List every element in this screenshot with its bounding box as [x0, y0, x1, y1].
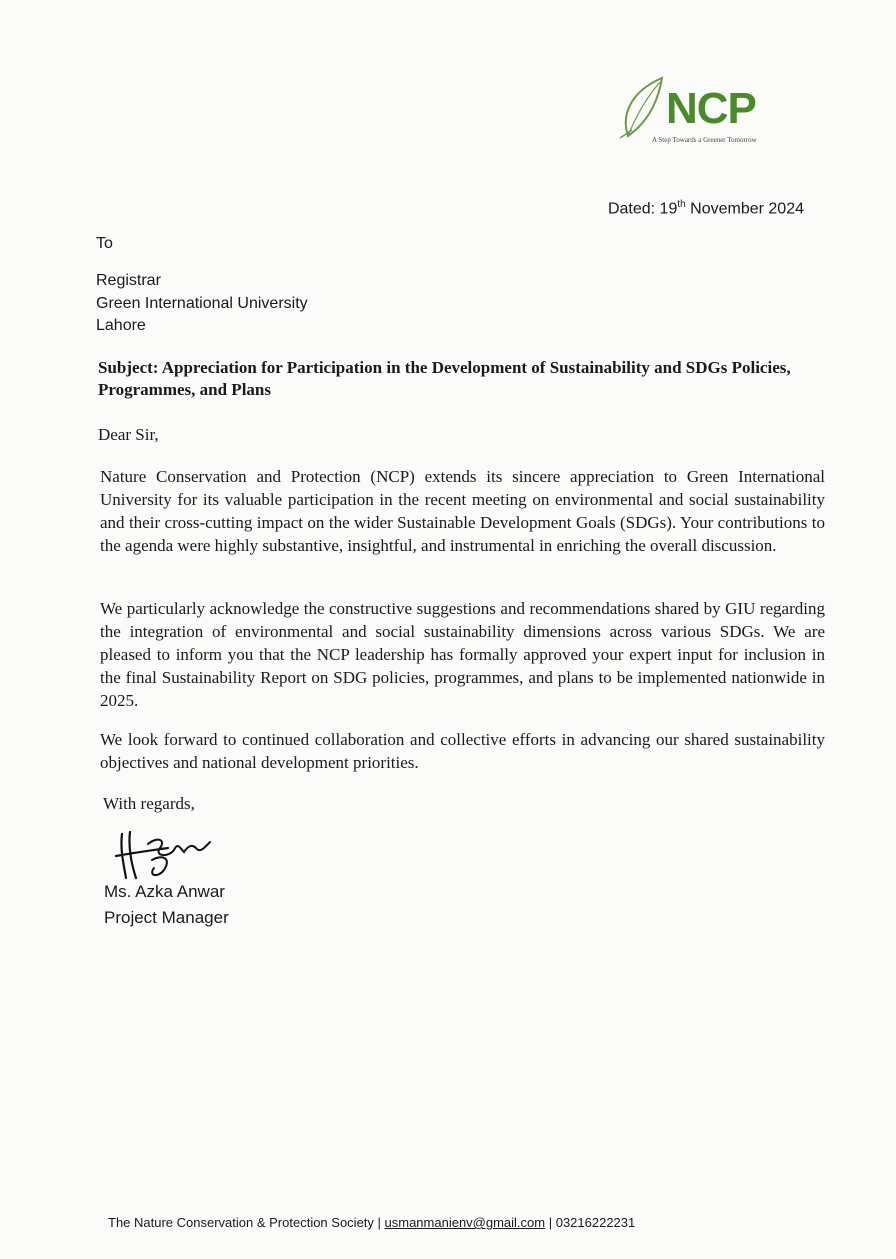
footer-email-link[interactable]: usmanmanienv@gmail.com: [384, 1215, 546, 1230]
footer: [108, 1215, 635, 1230]
letter-date: Dated: 19th November 2024: [607, 199, 804, 218]
to-label: To: [96, 235, 113, 252]
footer-organization: The Nature Conservation & Protection Society |: [108, 1215, 385, 1230]
subject-line: Subject: Appreciation for Participation in the Development of Sustainability and SDGs Policies, Programmes, and Plans: [98, 358, 791, 399]
ncp-logo: [612, 72, 802, 150]
closing: With regards,: [103, 794, 195, 813]
recipient-address: [96, 270, 308, 338]
body-paragraph-2: We particularly acknowledge the constructive suggestions and recommendations shared by GIU regarding the integration of environmental and social sustainability dimensions across various SDGs. We are pleased to inform you that the NCP leadership has formally approved your expert input for inclusion in the final Sustainability Report on SDG policies, programmes, and plans to be implemented nationwide in 2025.: [100, 599, 825, 710]
signer-name: Ms. Azka Anwar: [104, 882, 225, 901]
handwritten-signature: [108, 826, 228, 886]
recipient-organization: Green International University: [96, 294, 308, 312]
footer-phone: | 03216222231: [545, 1215, 636, 1230]
logo-tagline: A Step Towards a Greener Tomorrow: [652, 136, 757, 144]
body-paragraph-1: Nature Conservation and Protection (NCP) extends its sincere appreciation to Green International University for its valuable participation in the recent meeting on environmental and social sustainability and their cross-cutting impact on the wider Sustainable Development Goals (SDGs). Your contributions to the agenda were highly substantive, insightful, and instrumental in enriching the overall discussion.: [100, 467, 825, 555]
logo-wordmark: NCP: [666, 84, 756, 133]
signer-title: Project Manager: [104, 908, 229, 927]
body-paragraph-3: We look forward to continued collaboration and collective efforts in advancing our shared sustainability objectives and national development priorities.: [100, 730, 825, 772]
recipient-city: Lahore: [96, 317, 146, 334]
salutation: Dear Sir,: [98, 425, 159, 444]
recipient-title: Registrar: [96, 272, 161, 289]
